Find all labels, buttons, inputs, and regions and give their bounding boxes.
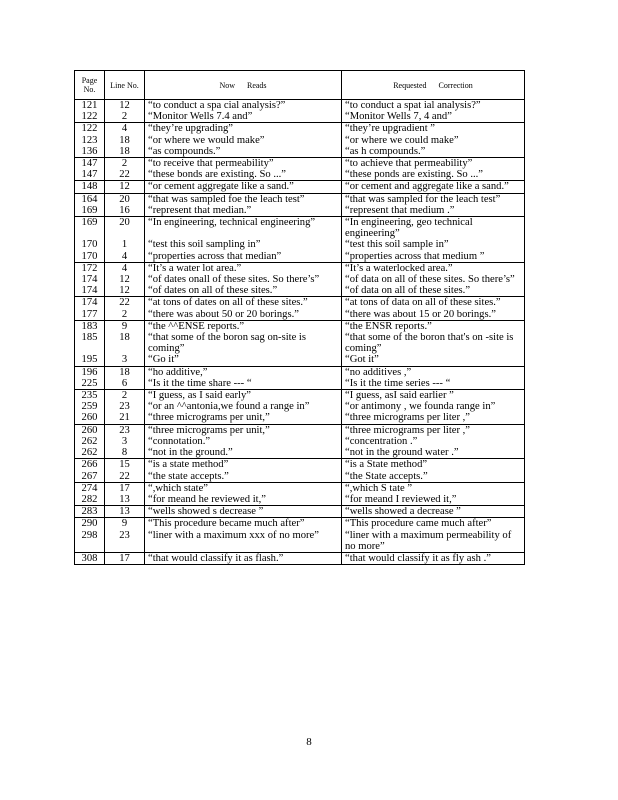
page-no-cell: 274 <box>75 482 105 494</box>
table-row <box>75 123 525 135</box>
table-row <box>75 518 525 530</box>
line-no-cell: 22 <box>105 471 145 483</box>
page-no-cell: 174 <box>75 297 105 309</box>
table-row <box>75 459 525 471</box>
requested-correction-cell: “that was sampled for the leach test” <box>342 193 525 205</box>
requested-correction-cell: “there was about 15 or 20 borings.” <box>342 309 525 321</box>
requested-correction-cell: “these ponds are existing. So ...” <box>342 169 525 181</box>
now-reads-cell: “In engineering, technical engineering” <box>145 217 342 240</box>
table-row <box>75 205 525 217</box>
requested-correction-cell: “liner with a maximum permeability of no more” <box>342 530 525 553</box>
now-reads-cell: “that would classify it as flash.” <box>145 552 342 564</box>
corrections-sheet <box>74 70 524 565</box>
page-no-cell: 123 <box>75 135 105 146</box>
now-reads-cell: “the state accepts.” <box>145 471 342 483</box>
requested-correction-cell: “at tons of data on all of these sites.” <box>342 297 525 309</box>
line-no-cell: 22 <box>105 169 145 181</box>
line-no-cell: 17 <box>105 552 145 564</box>
page-no-cell: 308 <box>75 552 105 564</box>
requested-correction-cell: “This procedure came much after” <box>342 518 525 530</box>
requested-correction-cell: “to conduct a spat ial analysis?” <box>342 100 525 112</box>
requested-correction-cell: “In engineering, geo technical engineering” <box>342 217 525 240</box>
table-row <box>75 378 525 390</box>
requested-correction-cell: “is a State method” <box>342 459 525 471</box>
requested-correction-cell: “to achieve that permeability” <box>342 158 525 170</box>
line-no-cell: 4 <box>105 262 145 274</box>
line-no-cell: 15 <box>105 459 145 471</box>
line-no-cell: 4 <box>105 123 145 135</box>
requested-correction-cell: “no additives ,” <box>342 366 525 378</box>
now-reads-cell: “or where we would make” <box>145 135 342 146</box>
page-no-cell: 283 <box>75 506 105 518</box>
requested-correction-cell: “for meand I reviewed it,” <box>342 494 525 506</box>
table-row <box>75 193 525 205</box>
table-row <box>75 471 525 483</box>
now-reads-cell: “wells showed s decrease ” <box>145 506 342 518</box>
requested-correction-cell: “three micrograms per liter ,” <box>342 412 525 424</box>
line-no-cell: 6 <box>105 378 145 390</box>
table-row <box>75 482 525 494</box>
requested-correction-cell: “that some of the boron that's on -site is coming” <box>342 332 525 354</box>
page-no-cell: 169 <box>75 205 105 217</box>
requested-correction-cell: “Got it” <box>342 354 525 366</box>
line-no-cell: 9 <box>105 320 145 332</box>
now-reads-cell: “there was about 50 or 20 borings.” <box>145 309 342 321</box>
now-reads-cell: “or an ^^antonia,we found a range in” <box>145 401 342 412</box>
now-reads-cell: “This procedure became much after” <box>145 518 342 530</box>
header-line-no: Line No. <box>105 71 145 100</box>
page-no-cell: 148 <box>75 181 105 193</box>
page-no-cell: 170 <box>75 239 105 250</box>
line-no-cell: 23 <box>105 424 145 436</box>
requested-correction-cell: “the ENSR reports.” <box>342 320 525 332</box>
line-no-cell: 21 <box>105 412 145 424</box>
table-row <box>75 447 525 459</box>
line-no-cell: 20 <box>105 217 145 240</box>
page-no-cell: 121 <box>75 100 105 112</box>
table-row <box>75 401 525 412</box>
requested-correction-cell: “,which S tate ” <box>342 482 525 494</box>
table-row <box>75 285 525 297</box>
now-reads-cell: “represent that median.” <box>145 205 342 217</box>
requested-correction-cell: “concentration .” <box>342 436 525 447</box>
requested-correction-cell: “of data on all of these sites.” <box>342 285 525 297</box>
line-no-cell: 23 <box>105 401 145 412</box>
page-no-cell: 282 <box>75 494 105 506</box>
requested-correction-cell: “wells showed a decrease ” <box>342 506 525 518</box>
now-reads-cell: “to receive that permeability” <box>145 158 342 170</box>
line-no-cell: 18 <box>105 135 145 146</box>
now-reads-cell: “not in the ground.” <box>145 447 342 459</box>
page-no-cell: 262 <box>75 447 105 459</box>
line-no-cell: 17 <box>105 482 145 494</box>
requested-correction-cell: “the State accepts.” <box>342 471 525 483</box>
page-no-cell: 169 <box>75 217 105 240</box>
page-no-cell: 177 <box>75 309 105 321</box>
now-reads-cell: “they’re upgrading” <box>145 123 342 135</box>
now-reads-cell: “It’s a water lot area.” <box>145 262 342 274</box>
line-no-cell: 4 <box>105 251 145 263</box>
now-reads-cell: “Is it the time share --- “ <box>145 378 342 390</box>
now-reads-cell: “or cement aggregate like a sand.” <box>145 181 342 193</box>
requested-correction-cell: “It’s a waterlocked area.” <box>342 262 525 274</box>
table-row <box>75 239 525 250</box>
table-row <box>75 135 525 146</box>
page-no-cell: 172 <box>75 262 105 274</box>
table-row <box>75 100 525 112</box>
line-no-cell: 22 <box>105 297 145 309</box>
now-reads-cell: “Monitor Wells 7.4 and” <box>145 111 342 123</box>
table-row <box>75 494 525 506</box>
now-reads-cell: “three micrograms per unit,” <box>145 424 342 436</box>
table-row <box>75 332 525 354</box>
line-no-cell: 3 <box>105 354 145 366</box>
table-row <box>75 297 525 309</box>
now-reads-cell: “ho additive,” <box>145 366 342 378</box>
line-no-cell: 18 <box>105 332 145 354</box>
now-reads-cell: “the ^^ENSE reports.” <box>145 320 342 332</box>
table-body <box>75 100 525 565</box>
page-no-cell: 298 <box>75 530 105 553</box>
page-no-cell: 122 <box>75 111 105 123</box>
line-no-cell: 20 <box>105 193 145 205</box>
line-no-cell: 8 <box>105 447 145 459</box>
table-row <box>75 146 525 158</box>
requested-correction-cell: “or antimony , we founda range in” <box>342 401 525 412</box>
requested-correction-cell: “that would classify it as fly ash .” <box>342 552 525 564</box>
now-reads-cell: “that was sampled foe the leach test” <box>145 193 342 205</box>
header-requested-correction: Requested Correction <box>342 71 525 100</box>
table-row <box>75 111 525 123</box>
page-no-cell: 262 <box>75 436 105 447</box>
header-now-reads: Now Reads <box>145 71 342 100</box>
requested-correction-cell: “Is it the time series --- “ <box>342 378 525 390</box>
line-no-cell: 12 <box>105 181 145 193</box>
page-no-cell: 290 <box>75 518 105 530</box>
line-no-cell: 3 <box>105 436 145 447</box>
line-no-cell: 18 <box>105 146 145 158</box>
page-no-cell: 174 <box>75 274 105 285</box>
now-reads-cell: “at tons of dates on all of these sites.” <box>145 297 342 309</box>
requested-correction-cell: “properties across that medium ” <box>342 251 525 263</box>
now-reads-cell: “liner with a maximum xxx of no more” <box>145 530 342 553</box>
line-no-cell: 13 <box>105 494 145 506</box>
table-row <box>75 309 525 321</box>
line-no-cell: 2 <box>105 111 145 123</box>
requested-correction-cell: “three micrograms per liter ,” <box>342 424 525 436</box>
table-row <box>75 158 525 170</box>
table-row <box>75 354 525 366</box>
page-no-cell: 147 <box>75 169 105 181</box>
table-row <box>75 412 525 424</box>
table-row <box>75 366 525 378</box>
page-no-cell: 267 <box>75 471 105 483</box>
line-no-cell: 12 <box>105 100 145 112</box>
now-reads-cell: “to conduct a spa cial analysis?” <box>145 100 342 112</box>
table-row <box>75 552 525 564</box>
line-no-cell: 12 <box>105 274 145 285</box>
page-no-cell: 136 <box>75 146 105 158</box>
table-row <box>75 530 525 553</box>
page-no-cell: 260 <box>75 412 105 424</box>
requested-correction-cell: “represent that medium .” <box>342 205 525 217</box>
page-no-cell: 260 <box>75 424 105 436</box>
page-no-cell: 235 <box>75 390 105 402</box>
table-row <box>75 424 525 436</box>
line-no-cell: 23 <box>105 530 145 553</box>
requested-correction-cell: “as h compounds.” <box>342 146 525 158</box>
table-row <box>75 436 525 447</box>
now-reads-cell: “I guess, as I said early” <box>145 390 342 402</box>
line-no-cell: 9 <box>105 518 145 530</box>
now-reads-cell: “test this soil sampling in” <box>145 239 342 250</box>
line-no-cell: 13 <box>105 506 145 518</box>
table-row <box>75 320 525 332</box>
errata-table <box>74 70 525 565</box>
table-row <box>75 181 525 193</box>
page-no-cell: 196 <box>75 366 105 378</box>
line-no-cell: 16 <box>105 205 145 217</box>
page-no-cell: 147 <box>75 158 105 170</box>
line-no-cell: 18 <box>105 366 145 378</box>
requested-correction-cell: “I guess, asI said earlier ” <box>342 390 525 402</box>
table-row <box>75 274 525 285</box>
requested-correction-cell: “Monitor Wells 7, 4 and” <box>342 111 525 123</box>
now-reads-cell: “for meand he reviewed it,” <box>145 494 342 506</box>
now-reads-cell: “,which state” <box>145 482 342 494</box>
page-no-cell: 164 <box>75 193 105 205</box>
requested-correction-cell: “they’re upgradient ” <box>342 123 525 135</box>
requested-correction-cell: “of data on all of these sites. So there’s” <box>342 274 525 285</box>
header-page-no: Page No. <box>75 71 105 100</box>
table-row <box>75 251 525 263</box>
page-no-cell: 266 <box>75 459 105 471</box>
now-reads-cell: “of dates on all of these sites.” <box>145 285 342 297</box>
table-row <box>75 169 525 181</box>
table-row <box>75 262 525 274</box>
table-row <box>75 506 525 518</box>
table-row <box>75 390 525 402</box>
page-no-cell: 183 <box>75 320 105 332</box>
table-header-row <box>75 71 525 100</box>
page-no-cell: 259 <box>75 401 105 412</box>
requested-correction-cell: “or cement and aggregate like a sand.” <box>342 181 525 193</box>
now-reads-cell: “connotation.” <box>145 436 342 447</box>
now-reads-cell: “Go it” <box>145 354 342 366</box>
table-row <box>75 217 525 240</box>
page-no-cell: 185 <box>75 332 105 354</box>
now-reads-cell: “that some of the boron sag on-site is coming” <box>145 332 342 354</box>
page-no-cell: 174 <box>75 285 105 297</box>
requested-correction-cell: “test this soil sample in” <box>342 239 525 250</box>
requested-correction-cell: “or where we could make” <box>342 135 525 146</box>
page-no-cell: 225 <box>75 378 105 390</box>
line-no-cell: 2 <box>105 158 145 170</box>
line-no-cell: 2 <box>105 309 145 321</box>
now-reads-cell: “these bonds are existing. So ...” <box>145 169 342 181</box>
now-reads-cell: “three micrograms per unit,” <box>145 412 342 424</box>
now-reads-cell: “of dates onall of these sites. So there’s” <box>145 274 342 285</box>
page-no-cell: 195 <box>75 354 105 366</box>
page-number: 8 <box>306 736 312 748</box>
line-no-cell: 12 <box>105 285 145 297</box>
line-no-cell: 1 <box>105 239 145 250</box>
now-reads-cell: “is a state method” <box>145 459 342 471</box>
page-no-cell: 170 <box>75 251 105 263</box>
page-no-cell: 122 <box>75 123 105 135</box>
now-reads-cell: “as compounds.” <box>145 146 342 158</box>
requested-correction-cell: “not in the ground water .” <box>342 447 525 459</box>
line-no-cell: 2 <box>105 390 145 402</box>
now-reads-cell: “properties across that median” <box>145 251 342 263</box>
